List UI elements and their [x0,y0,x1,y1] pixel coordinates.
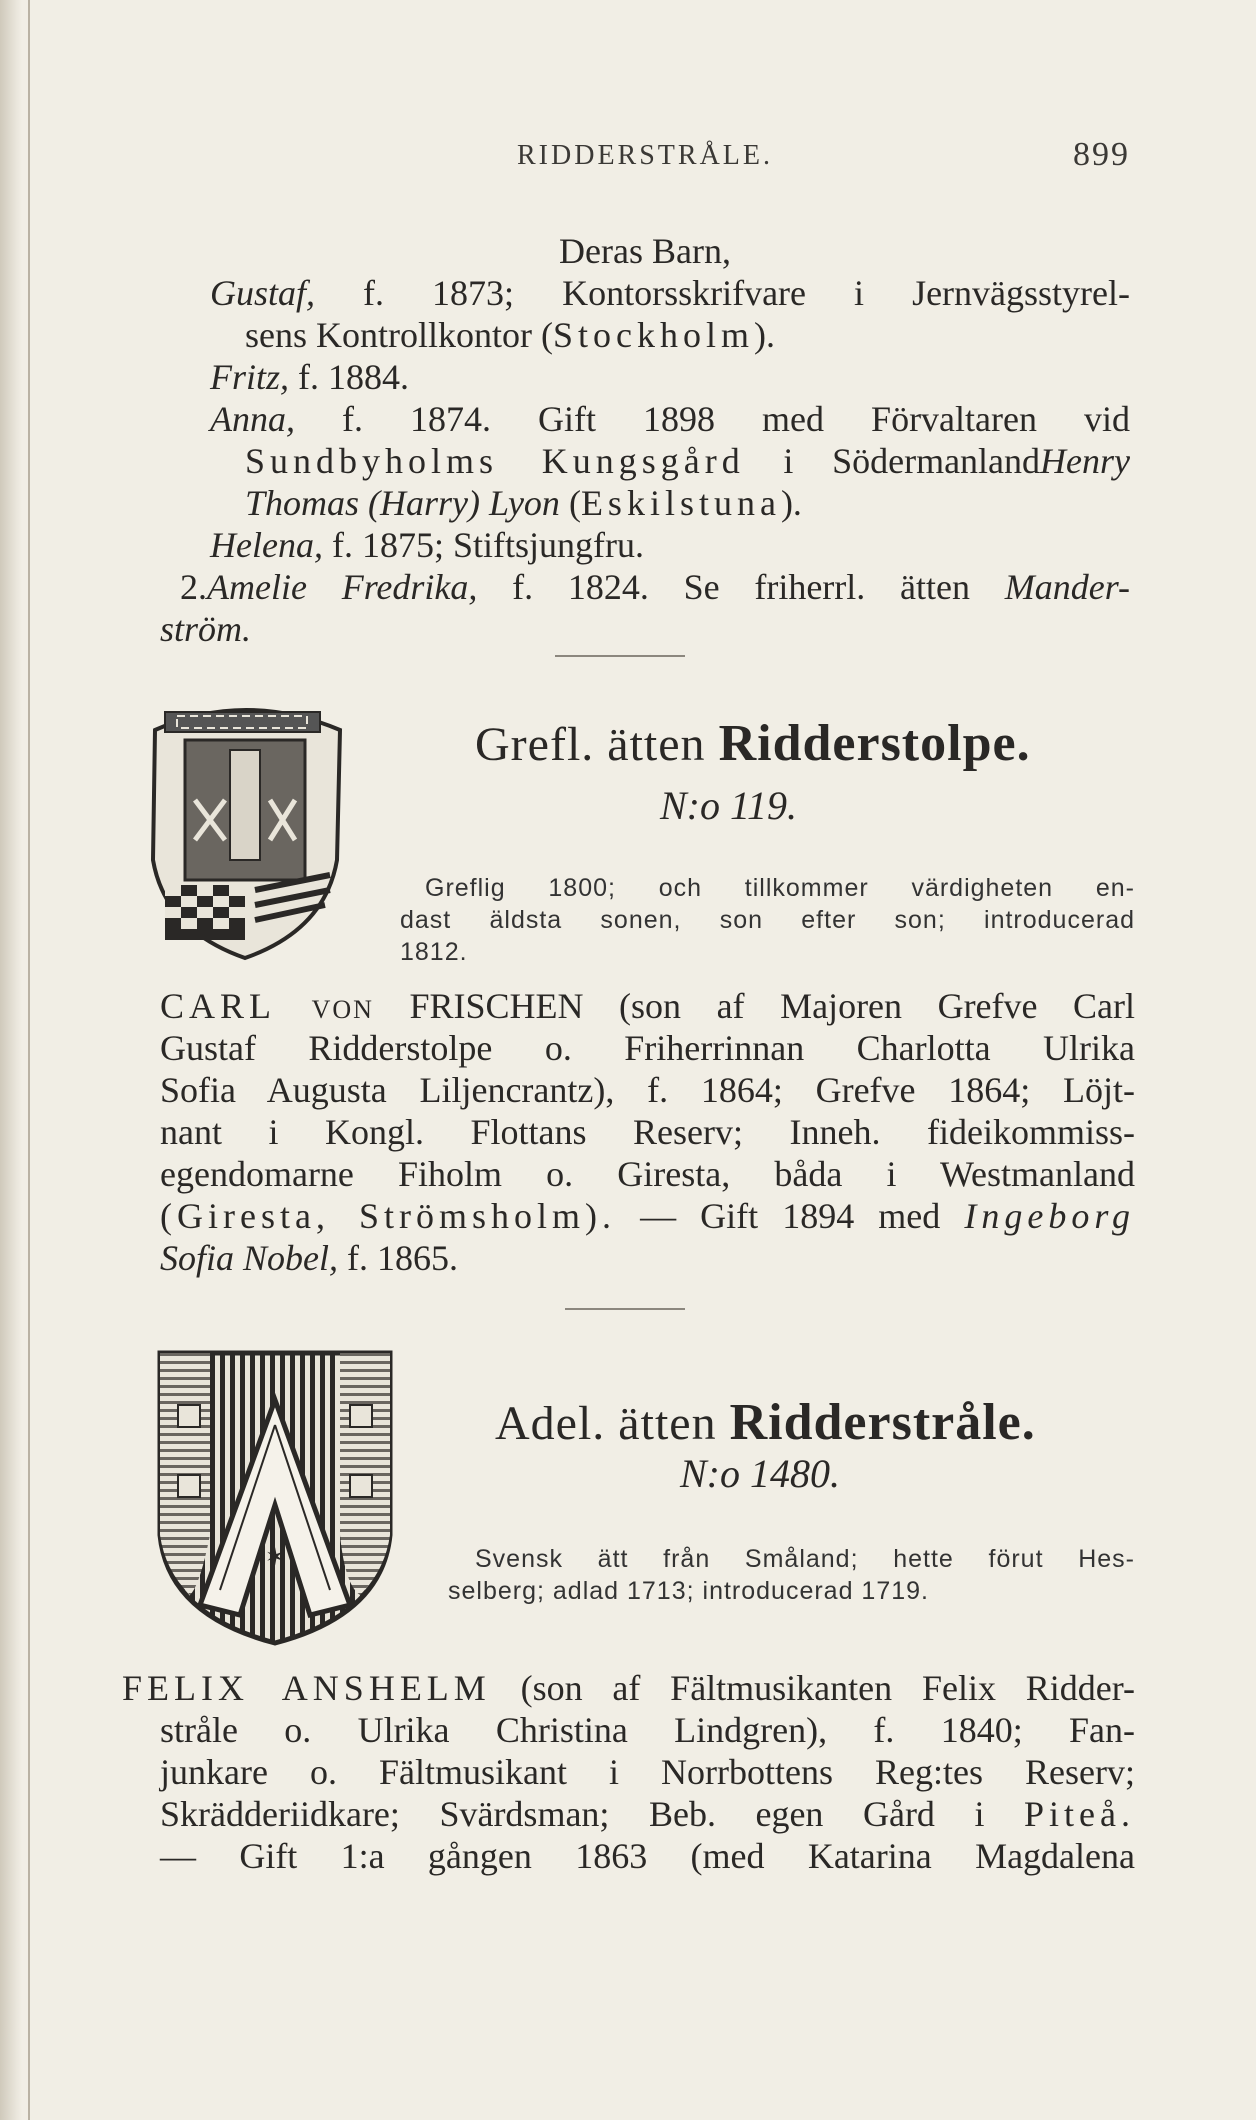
helena-name: Helena, [210,525,323,565]
gustaf-text2a: sens Kontrollkontor ( [245,315,553,355]
house2-text4a: Skrädderiidkare; Svärdsman; Beb. egen Gård i [160,1794,985,1834]
anna-place2: Eskilstuna [580,483,781,523]
section-divider-2 [565,1308,685,1310]
house2-note-line1: Svensk ätt från Småland; hette förut Hes- [475,1545,1135,1573]
running-title: RIDDERSTRÅLE. [517,140,773,171]
house1-von: VON [311,995,374,1024]
house2-note-line2: selberg; adlad 1713; introducerad 1719. [448,1577,929,1605]
entry-amelie-line2 [160,608,251,650]
section-divider [555,655,685,657]
house2-place: Piteå. [1024,1794,1136,1834]
house1-places: (Giresta, Strömsholm). [160,1196,617,1236]
house1-text-line7 [160,1237,458,1279]
house1-text7b: f. 1865. [347,1238,458,1278]
anna-husband2: Thomas (Harry) Lyon [245,483,560,523]
deras-barn-text: Deras Barn, [559,231,731,271]
gustaf-text2b: ). [753,315,775,355]
running-head [160,136,1130,180]
house1-note-line2: dast äldsta sonen, son efter son; introducerad [400,906,1135,934]
fritz-name: Fritz, [210,357,290,397]
gustaf-place: Stockholm [552,315,754,355]
gustaf-text1: f. 1873; Kontorsskrifvare i Jernvägsstyrel- [363,273,1131,313]
house2-title-name: Ridderstråle. [729,1394,1036,1451]
house2-number-text: N:o 1480. [680,1451,840,1496]
fritz-text: f. 1884. [298,357,410,397]
entry-fritz [210,356,409,398]
house1-text-line3: Sofia Augusta Liljencrantz), f. 1864; Grefve 1864; Löjt- [160,1070,1135,1110]
house2-title-prefix: Adel. ätten [495,1397,717,1450]
anna-place2a: ( [568,483,581,523]
entry-gustaf-line2 [245,314,775,356]
house2-person-name: FELIX ANSHELM [122,1668,491,1708]
entry-anna-line3 [245,482,802,524]
house1-text1c: FRISCHEN (son af Majoren Grefve Carl [409,986,1136,1026]
anna-text1: f. 1874. Gift 1898 med Förvaltaren vid [342,399,1130,439]
house2-title [495,1393,1036,1452]
gustaf-name: Gustaf, [210,273,316,313]
entry-helena [210,524,644,566]
house1-number [660,782,797,829]
house1-person-name: CARL [160,986,277,1026]
house1-title-name: Ridderstolpe. [718,715,1031,772]
house1-text-line2: Gustaf Ridderstolpe o. Friherrinnan Charlotta Ulrika [160,1028,1135,1068]
amelie-ref1: Mander- [1004,567,1131,607]
house2-text-line5: — Gift 1:a gången 1863 (med Katarina Magdalena [160,1836,1135,1876]
house1-text-line4: nant i Kongl. Flottans Reserv; Inneh. fideikommiss- [160,1112,1135,1152]
house1-spouse-first: Ingeborg [964,1196,1136,1236]
house1-text-line1 [160,985,1135,1031]
house1-title [475,714,1031,773]
house1-note-line1: Greflig 1800; och tillkommer värdigheten en- [425,874,1135,902]
house1-number-text: N:o 119. [660,783,798,828]
amelie-number: 2. [180,567,207,607]
amelie-name: Amelie Fredrika, [207,567,478,607]
amelie-ref2: ström. [160,609,252,649]
amelie-text: f. 1824. Se friherrl. ätten [512,567,971,607]
entry-anna-line2 [245,440,1130,482]
house2-text1b: (son af Fältmusikanten Felix Ridder- [520,1668,1135,1708]
house1-text-line5: egendomarne Fiholm o. Giresta, båda i Westmanland [160,1154,1135,1194]
entry-amelie-line1 [180,566,1130,608]
house2-text-line1 [122,1667,1135,1709]
house1-title-prefix: Grefl. ätten [475,718,706,771]
house1-text-line6 [160,1195,1135,1237]
house2-text-line4 [160,1793,1135,1835]
ridderstrale-coat-of-arms-icon [150,1345,400,1650]
ridderstolpe-coat-of-arms-icon [125,690,365,970]
anna-place2b: ). [780,483,802,523]
svg-text:✶: ✶ [264,1545,286,1571]
entry-anna-line1 [210,398,1130,440]
anna-name: Anna, [210,399,295,439]
anna-husband1: Henry [1040,441,1130,481]
entry-gustaf-line1 [210,272,1130,314]
house2-text-line3: junkare o. Fältmusikant i Norrbottens Reg:tes Reserv; [160,1752,1135,1792]
house2-text-line2: stråle o. Ulrika Christina Lindgren), f. 1840; Fan- [160,1710,1135,1750]
house1-text6b: — Gift 1894 med [640,1196,941,1236]
house2-number [680,1450,840,1497]
house1-spouse-rest: Sofia Nobel, [160,1238,338,1278]
deras-barn-heading [160,230,1130,272]
helena-text: f. 1875; Stiftsjungfru. [331,525,644,565]
house1-note-line3: 1812. [400,938,468,966]
anna-text2: i Södermanland [783,441,1041,481]
page-number: 899 [1073,136,1130,173]
anna-place1: Sundbyholms Kungsgård [245,441,745,481]
